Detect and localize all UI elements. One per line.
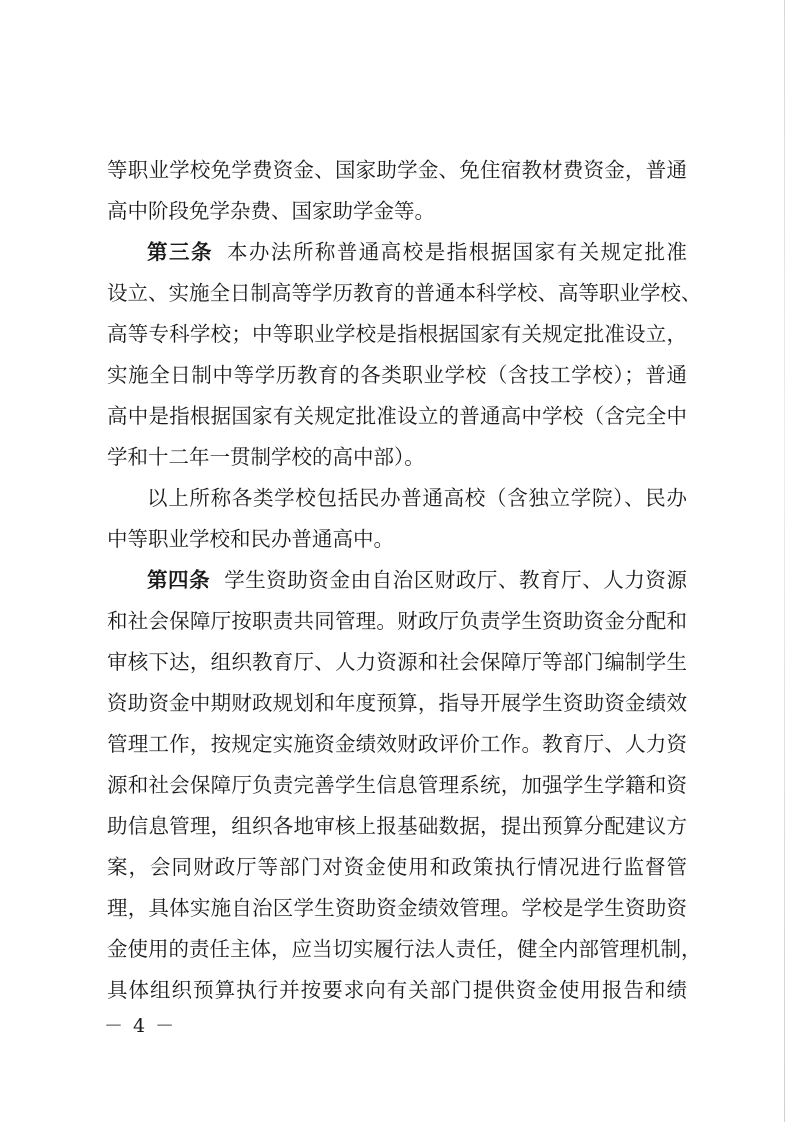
text-line: 源和社会保障厅负责完善学生信息管理系统，加强学生学籍和资 [107,773,687,797]
text-line: 学生资助资金由自治区财政厅、教育厅、人力资源 [224,568,687,592]
text-line: 本办法所称普通高校是指根据国家有关规定批准 [226,240,688,264]
text-line: 审核下达，组织教育厅、人力资源和社会保障厅等部门编制学生 [107,650,687,674]
text-line: 和社会保障厅按职责共同管理。财政厅负责学生资助资金分配和 [107,609,687,633]
text-line: 高等专科学校；中等职业学校是指根据国家有关规定批准设立， [107,322,687,346]
text-line: 实施全日制中等学历教育的各类职业学校（含技工学校）；普通 [107,363,687,387]
text-line: 高中阶段免学杂费、国家助学金等。 [107,199,435,223]
text-line: 设立、实施全日制高等学历教育的普通本科学校、高等职业学校、 [107,281,702,305]
text-line: 助信息管理，组织各地审核上报基础数据，提出预算分配建议方 [107,814,687,838]
text-line: 高中是指根据国家有关规定批准设立的普通高中学校（含完全中 [107,404,687,428]
page-number: － 4 － [104,1015,177,1037]
text-line: 金使用的责任主体，应当切实履行法人责任，健全内部管理机制， [107,937,702,961]
text-line: 以上所称各类学校包括民办普通高校（含独立学院）、民办 [147,486,687,510]
article-4-heading: 第四条 [147,568,211,592]
text-line: 理，具体实施自治区学生资助资金绩效管理。学校是学生资助资 [107,896,687,920]
text-line: 具体组织预算执行并按要求向有关部门提供资金使用报告和绩 [107,978,687,1002]
text-line: 案，会同财政厅等部门对资金使用和政策执行情况进行监督管 [107,855,687,879]
text-line: 中等职业学校和民办普通高中。 [107,527,394,551]
text-line: 等职业学校免学费资金、国家助学金、免住宿教材费资金，普通 [107,158,687,182]
page-edge-shadow [784,0,785,1122]
text-line: 管理工作，按规定实施资金绩效财政评价工作。教育厅、人力资 [107,732,687,756]
text-line: 学和十二年一贯制学校的高中部）。 [107,445,425,469]
article-3-heading: 第三条 [147,240,213,264]
article-3-first-line [147,237,687,267]
article-4-first-line [147,565,687,595]
text-line: 资助资金中期财政规划和年度预算，指导开展学生资助资金绩效 [107,691,687,715]
